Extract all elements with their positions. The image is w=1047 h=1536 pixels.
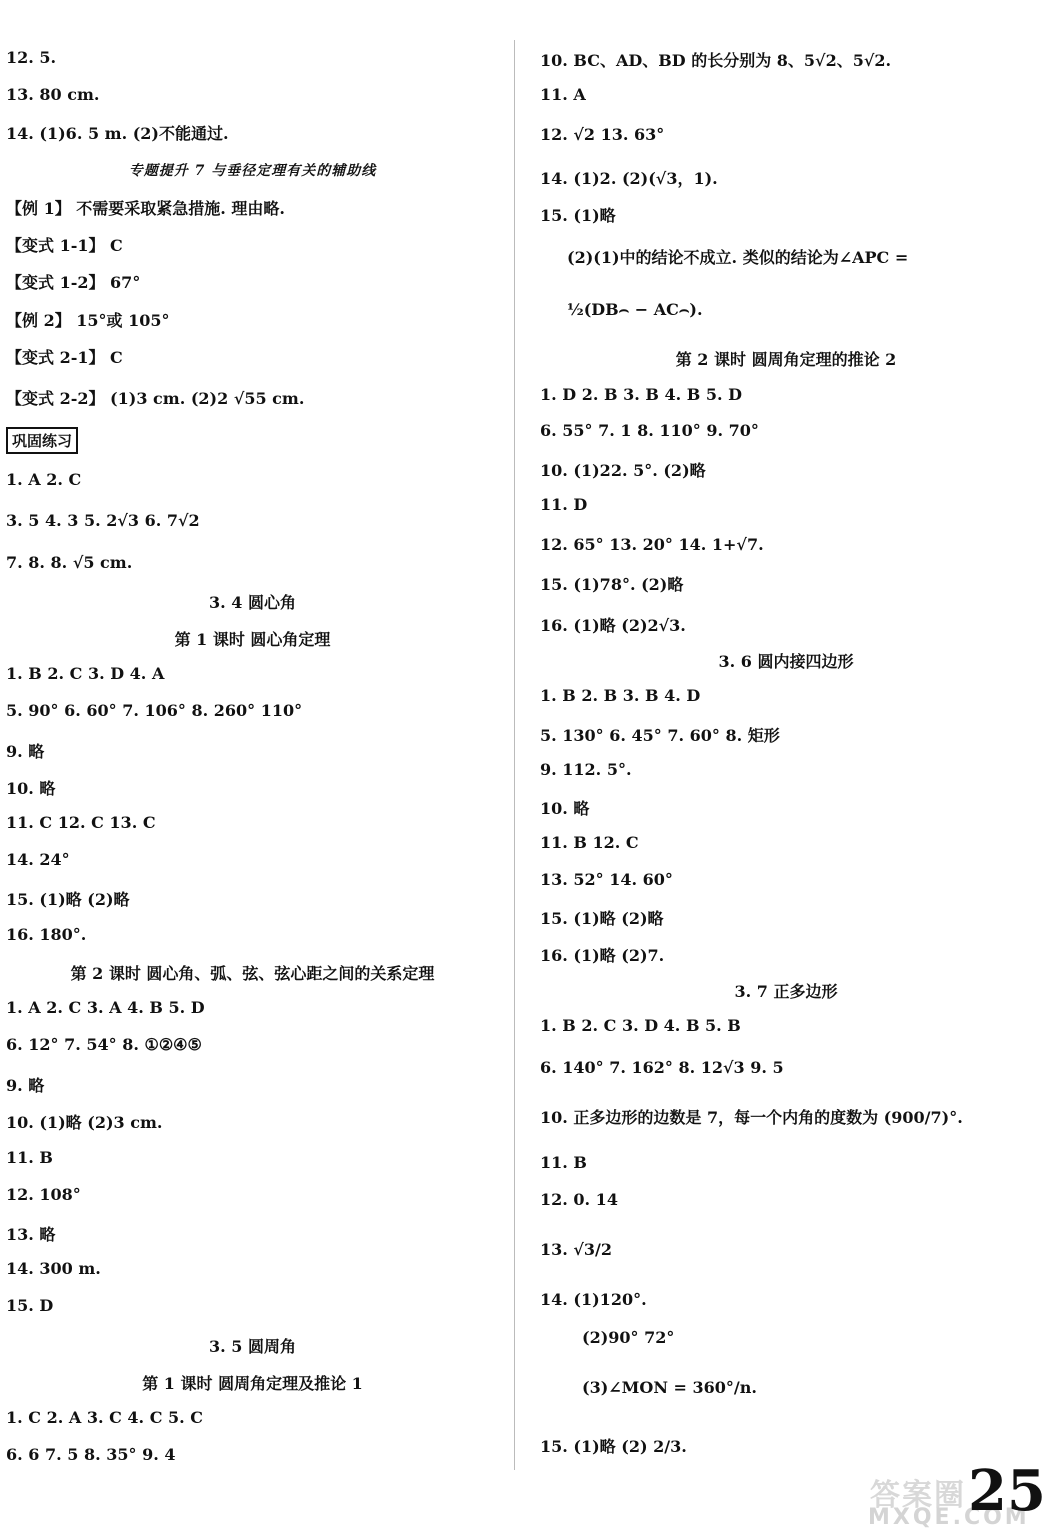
answer-line: 10. (1)略 (2)3 cm.	[6, 1113, 163, 1132]
answer-line: 11. B	[6, 1148, 53, 1167]
answer-line: 16. (1)略 (2)2√3.	[540, 616, 686, 635]
answer-line: 11. A	[540, 85, 586, 104]
section-heading: 3. 6 圆内接四边形	[718, 652, 854, 671]
answer-line: 16. 180°.	[6, 925, 87, 944]
column-divider	[514, 40, 515, 1470]
answer-line: 16. (1)略 (2)7.	[540, 946, 665, 965]
answer-line: 1. B 2. C 3. D 4. B 5. B	[540, 1016, 741, 1035]
section-heading: 3. 5 圆周角	[209, 1337, 296, 1356]
answer-line: 1. B 2. B 3. B 4. D	[540, 686, 701, 705]
answer-line: 12. 65° 13. 20° 14. 1+√7.	[540, 535, 764, 554]
answer-line: 10. BC、AD、BD 的长分别为 8、5√2、5√2.	[540, 51, 892, 70]
answer-line: 【变式 2-2】 (1)3 cm. (2)2 √55 cm.	[6, 389, 305, 408]
section-heading: 3. 7 正多边形	[734, 982, 838, 1001]
answer-line: 15. (1)略 (2)略	[540, 909, 664, 928]
answer-line: 15. D	[6, 1296, 54, 1315]
watermark-url: MXQE.COM	[868, 1505, 1030, 1530]
answer-line: 1. A 2. C	[6, 470, 82, 489]
answer-line: 6. 6 7. 5 8. 35° 9. 4	[6, 1445, 176, 1464]
answer-line: 3. 5 4. 3 5. 2√3 6. 7√2	[6, 511, 200, 530]
lesson-heading: 第 2 课时 圆周角定理的推论 2	[675, 350, 897, 369]
answer-line: 15. (1)略	[540, 206, 616, 225]
answer-line: 【变式 1-2】 67°	[6, 273, 141, 292]
answer-line: 15. (1)略 (2) 2/3.	[540, 1437, 687, 1456]
practice-box-label: 巩固练习	[6, 427, 78, 454]
answer-line: 11. D	[540, 495, 588, 514]
answer-line: 13. 52° 14. 60°	[540, 870, 673, 889]
answer-line: (2)(1)中的结论不成立. 类似的结论为∠APC =	[567, 248, 909, 267]
answer-line: 14. 24°	[6, 850, 70, 869]
answer-line: (2)90° 72°	[582, 1328, 675, 1347]
answer-line: 11. B 12. C	[540, 833, 639, 852]
answer-line: 9. 略	[6, 1076, 45, 1095]
answer-line: 1. D 2. B 3. B 4. B 5. D	[540, 385, 742, 404]
answer-line: 14. (1)2. (2)(√3，1).	[540, 169, 718, 188]
answer-line: 【例 2】 15°或 105°	[6, 311, 170, 330]
answer-line: 10. (1)22. 5°. (2)略	[540, 461, 706, 480]
lesson-heading: 第 2 课时 圆心角、弧、弦、弦心距之间的关系定理	[70, 964, 435, 983]
answer-line: 14. (1)6. 5 m. (2)不能通过.	[6, 124, 229, 143]
answer-line: 【例 1】 不需要采取紧急措施. 理由略.	[6, 199, 285, 218]
answer-line: 12. √2 13. 63°	[540, 125, 665, 144]
answer-line: 1. B 2. C 3. D 4. A	[6, 664, 165, 683]
answer-line: 15. (1)78°. (2)略	[540, 575, 684, 594]
answer-line: 【变式 1-1】 C	[6, 236, 123, 255]
answer-line: 12. 5.	[6, 48, 57, 67]
answer-line: 6. 12° 7. 54° 8. ①②④⑤	[6, 1035, 202, 1054]
answer-line: 1. C 2. A 3. C 4. C 5. C	[6, 1408, 203, 1427]
answer-line: 13. 80 cm.	[6, 85, 100, 104]
lesson-heading: 第 1 课时 圆心角定理	[174, 630, 331, 649]
watermark-logo: 答案圈	[870, 1478, 966, 1513]
section-heading: 3. 4 圆心角	[209, 593, 296, 612]
answer-line: 12. 108°	[6, 1185, 81, 1204]
section-heading: 专题提升 7 与垂径定理有关的辅助线	[128, 163, 377, 179]
answer-line: 5. 130° 6. 45° 7. 60° 8. 矩形	[540, 726, 780, 745]
answer-line: 6. 55° 7. 1 8. 110° 9. 70°	[540, 421, 759, 440]
answer-line: 14. (1)120°.	[540, 1290, 647, 1309]
answer-line: 9. 略	[6, 742, 45, 761]
answer-line: 10. 略	[6, 779, 56, 798]
answer-line: 14. 300 m.	[6, 1259, 101, 1278]
answer-line: 10. 略	[540, 799, 590, 818]
answer-line: ½(DB⌢ − AC⌢).	[567, 300, 703, 319]
answer-line: 10. 正多边形的边数是 7，每一个内角的度数为 (900/7)°.	[540, 1108, 963, 1127]
answer-line: 7. 8. 8. √5 cm.	[6, 553, 133, 572]
answer-line: 9. 112. 5°.	[540, 760, 632, 779]
answer-line: 13. √3/2	[540, 1240, 613, 1259]
answer-line: 13. 略	[6, 1225, 56, 1244]
answer-line: 1. A 2. C 3. A 4. B 5. D	[6, 998, 205, 1017]
answer-line: (3)∠MON = 360°/n.	[582, 1378, 757, 1397]
page-number: 25	[968, 1458, 1046, 1524]
answer-line: 【变式 2-1】 C	[6, 348, 123, 367]
answer-line: 12. 0. 14	[540, 1190, 618, 1209]
answer-line: 11. B	[540, 1153, 587, 1172]
lesson-heading: 第 1 课时 圆周角定理及推论 1	[142, 1374, 363, 1393]
answer-line: 5. 90° 6. 60° 7. 106° 8. 260° 110°	[6, 701, 303, 720]
answer-line: 6. 140° 7. 162° 8. 12√3 9. 5	[540, 1058, 784, 1077]
answer-line: 15. (1)略 (2)略	[6, 890, 130, 909]
answer-line: 11. C 12. C 13. C	[6, 813, 156, 832]
